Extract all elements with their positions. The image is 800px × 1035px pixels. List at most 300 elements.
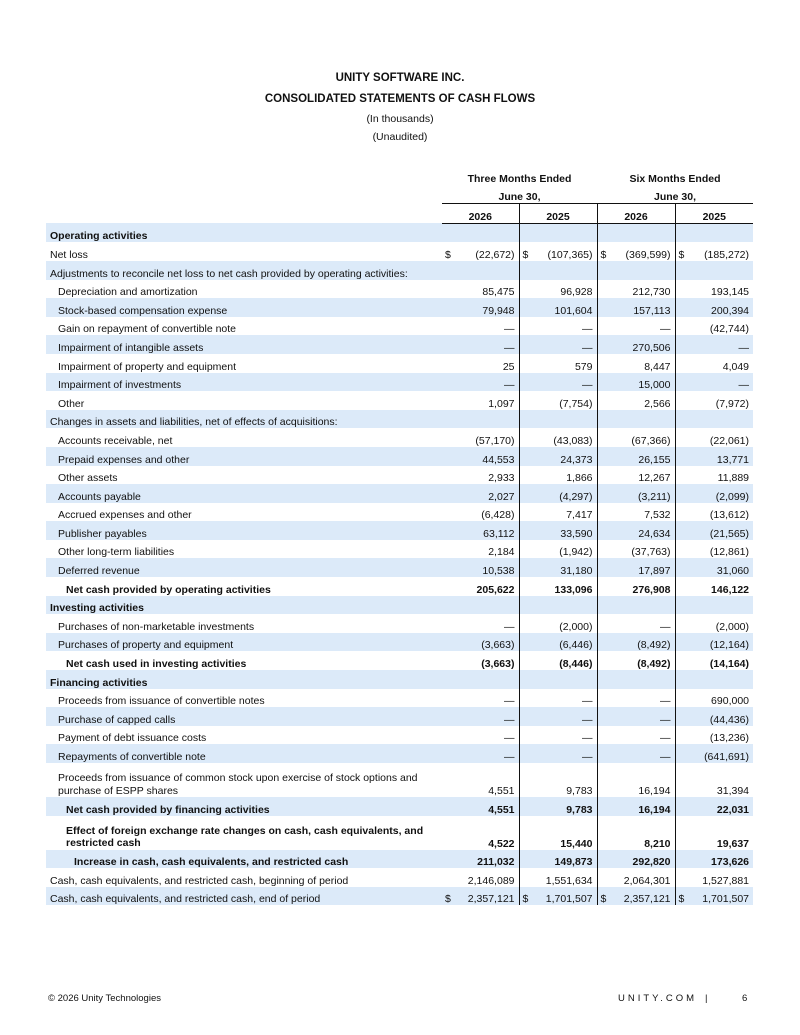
- cell-value: [519, 726, 597, 745]
- year-header: 2025: [675, 204, 753, 224]
- cell-value: [597, 428, 675, 447]
- row-label: Changes in assets and liabilities, net of effects of acquisitions:: [46, 410, 442, 429]
- value-text: (185,272): [704, 248, 750, 261]
- cell-value: [519, 484, 597, 503]
- value-text: (7,754): [559, 397, 593, 410]
- table-row: [46, 596, 753, 615]
- cell-value: [675, 280, 753, 299]
- value-text: (12,164): [709, 639, 750, 652]
- value-text: 31,060: [716, 565, 750, 578]
- cell-value: [519, 868, 597, 887]
- row-label: Deferred revenue: [46, 558, 442, 577]
- table-row: [46, 298, 753, 317]
- cell-value: [519, 670, 597, 689]
- currency-symbol: $: [678, 893, 685, 906]
- cell-value: [597, 484, 675, 503]
- value-text: —: [660, 620, 671, 633]
- cell-value: [519, 447, 597, 466]
- value-text: (8,492): [637, 639, 671, 652]
- statement-title: CONSOLIDATED STATEMENTS OF CASH FLOWS: [264, 93, 536, 105]
- value-text: —: [660, 323, 671, 336]
- cell-value: [442, 410, 519, 429]
- value-text: 16,194: [638, 785, 671, 797]
- cell-value: [597, 280, 675, 299]
- value-text: 2,933: [488, 472, 515, 485]
- value-text: (44,436): [709, 713, 750, 726]
- value-text: (2,000): [559, 620, 593, 633]
- value-text: (13,612): [709, 509, 750, 522]
- row-label: Stock-based compensation expense: [46, 298, 442, 317]
- copyright-text: © 2026 Unity Technologies: [48, 993, 161, 1004]
- cell-value: [597, 596, 675, 615]
- cell-value: [675, 670, 753, 689]
- cell-value: [519, 816, 597, 850]
- value-text: —: [660, 695, 671, 708]
- value-text: 10,538: [482, 565, 515, 578]
- table-row: [46, 223, 753, 242]
- cell-value: [675, 521, 753, 540]
- cell-value: [675, 707, 753, 726]
- cell-value: [675, 484, 753, 503]
- value-text: 79,948: [482, 304, 515, 317]
- value-text: 7,417: [566, 509, 593, 522]
- value-text: 2,357,121: [623, 893, 671, 906]
- cell-value: [442, 373, 519, 392]
- cell-value: [442, 850, 519, 869]
- cell-value: [597, 317, 675, 336]
- cell-value: [442, 707, 519, 726]
- row-label: Accounts receivable, net: [58, 434, 173, 447]
- value-text: 31,394: [716, 785, 750, 797]
- value-text: 7,532: [644, 509, 671, 522]
- cell-value: [597, 261, 675, 280]
- row-label: Impairment of property and equipment: [58, 360, 237, 373]
- value-text: 1,866: [566, 472, 593, 485]
- value-text: 1,097: [488, 397, 515, 410]
- cell-value: [597, 670, 675, 689]
- cell-value: [442, 466, 519, 485]
- units-note: (In thousands): [366, 113, 434, 125]
- cell-value: [519, 410, 597, 429]
- cell-value: [675, 242, 753, 261]
- cell-value: [442, 261, 519, 280]
- cell-value: [442, 689, 519, 708]
- row-label: Operating activities: [46, 223, 442, 242]
- cell-value: [597, 447, 675, 466]
- cell-value: [442, 280, 519, 299]
- table-row: [46, 797, 753, 816]
- value-text: (641,691): [704, 751, 750, 763]
- cell-value: [519, 707, 597, 726]
- value-text: (14,164): [709, 658, 750, 671]
- cell-value: [442, 447, 519, 466]
- value-text: (6,446): [559, 639, 593, 652]
- cell-value: [519, 577, 597, 596]
- value-text: 2,027: [488, 490, 515, 503]
- value-text: 44,553: [482, 453, 515, 466]
- table-row: [46, 280, 753, 299]
- cell-value: [519, 887, 597, 906]
- cell-value: [597, 850, 675, 869]
- site-link[interactable]: UNITY.COM: [618, 993, 698, 1004]
- table-row: [46, 503, 753, 522]
- row-label: Purchases of property and equipment: [46, 633, 442, 652]
- cell-value: [442, 726, 519, 745]
- row-label: Net cash provided by financing activities: [46, 797, 442, 816]
- value-text: 15,000: [638, 379, 671, 392]
- cell-value: [597, 558, 675, 577]
- table-row: [46, 707, 753, 726]
- cell-value: [597, 744, 675, 763]
- cell-value: [519, 223, 597, 242]
- value-text: (3,663): [481, 658, 515, 671]
- cell-value: [442, 577, 519, 596]
- cell-value: [597, 335, 675, 354]
- value-text: 292,820: [632, 856, 671, 869]
- value-text: 2,184: [488, 546, 515, 559]
- row-label: Effect of foreign exchange rate changes on cash, cash equivalents, and restricted cash: [66, 824, 424, 850]
- currency-symbol: $: [445, 893, 451, 906]
- table-row: [46, 868, 753, 887]
- six-months-header: Six Months Ended: [629, 172, 721, 185]
- value-text: (21,565): [709, 527, 750, 540]
- row-label: Payment of debt issuance costs: [58, 732, 207, 745]
- cell-value: [519, 280, 597, 299]
- row-label: Accounts payable: [46, 484, 442, 503]
- value-text: —: [582, 323, 593, 336]
- value-text: —: [660, 732, 671, 745]
- table-row: [46, 887, 753, 906]
- row-label: Purchase of capped calls: [46, 707, 442, 726]
- value-text: —: [738, 379, 750, 392]
- cell-value: [675, 763, 753, 797]
- cell-value: [519, 261, 597, 280]
- cell-value: [675, 797, 753, 816]
- table-row: [46, 577, 753, 596]
- cell-value: [442, 816, 519, 850]
- cell-value: [519, 614, 597, 633]
- cell-value: [597, 373, 675, 392]
- cell-value: [675, 558, 753, 577]
- table-row: [46, 633, 753, 652]
- value-text: 149,873: [554, 856, 593, 869]
- cell-value: [442, 651, 519, 670]
- cell-value: [675, 596, 753, 615]
- currency-symbol: $: [678, 248, 685, 261]
- value-text: 157,113: [633, 304, 671, 317]
- cell-value: [442, 887, 519, 906]
- value-text: 24,373: [560, 453, 593, 466]
- cell-value: [597, 797, 675, 816]
- value-text: —: [504, 695, 515, 708]
- period-group-row: [46, 166, 753, 185]
- cell-value: [675, 633, 753, 652]
- cell-value: [442, 521, 519, 540]
- value-text: 200,394: [711, 304, 750, 317]
- value-text: (1,942): [559, 546, 593, 559]
- cell-value: [519, 242, 597, 261]
- cell-value: [519, 298, 597, 317]
- cell-value: [519, 744, 597, 763]
- value-text: (2,099): [715, 490, 750, 503]
- value-text: (6,428): [481, 509, 515, 522]
- cell-value: [675, 447, 753, 466]
- row-label: Net cash used in investing activities: [66, 658, 247, 671]
- year-header: 2026: [442, 204, 519, 224]
- cash-flow-table: [46, 166, 753, 905]
- cell-value: [519, 651, 597, 670]
- table-row: [46, 763, 753, 797]
- table-row: [46, 670, 753, 689]
- cell-value: [519, 850, 597, 869]
- cell-value: [675, 428, 753, 447]
- cell-value: [442, 242, 519, 261]
- row-label: Impairment of investments: [46, 373, 442, 392]
- cell-value: [675, 689, 753, 708]
- value-text: —: [582, 379, 593, 392]
- value-text: —: [582, 732, 593, 745]
- value-text: 212,730: [632, 286, 671, 299]
- cell-value: [442, 540, 519, 559]
- cell-value: [442, 391, 519, 410]
- value-text: —: [582, 713, 593, 726]
- cell-value: [442, 335, 519, 354]
- value-text: —: [582, 341, 593, 354]
- value-text: —: [582, 695, 593, 708]
- cell-value: [675, 466, 753, 485]
- value-text: (37,763): [631, 546, 671, 559]
- cell-value: [519, 391, 597, 410]
- cell-value: [442, 797, 519, 816]
- row-label: Repayments of convertible note: [46, 744, 442, 763]
- cell-value: [597, 298, 675, 317]
- currency-symbol: $: [522, 248, 529, 261]
- cell-value: [675, 503, 753, 522]
- value-text: (12,861): [709, 546, 750, 559]
- table-row: [46, 354, 753, 373]
- row-label: Other long-term liabilities: [58, 546, 175, 559]
- cell-value: [597, 391, 675, 410]
- cell-value: [597, 868, 675, 887]
- row-label: Cash, cash equivalents, and restricted cash, beginning of period: [50, 874, 349, 887]
- value-text: —: [504, 341, 515, 354]
- row-label: Proceeds from issuance of common stock upon exercise of stock options and purchase of ESPP shares: [58, 772, 418, 797]
- table-row: [46, 242, 753, 261]
- value-text: 9,783: [566, 803, 593, 816]
- cell-value: [675, 816, 753, 850]
- currency-symbol: $: [600, 248, 607, 261]
- cell-value: [519, 558, 597, 577]
- value-text: —: [660, 751, 671, 763]
- cell-value: [675, 298, 753, 317]
- value-text: —: [504, 751, 515, 763]
- cell-value: [675, 651, 753, 670]
- cell-value: [442, 633, 519, 652]
- company-name: UNITY SOFTWARE INC.: [335, 72, 465, 84]
- cell-value: [597, 410, 675, 429]
- cell-value: [597, 577, 675, 596]
- cell-value: [597, 540, 675, 559]
- table-row: [46, 614, 753, 633]
- value-text: 1,701,507: [702, 893, 750, 906]
- cell-value: [597, 707, 675, 726]
- cell-value: [675, 726, 753, 745]
- row-label: Publisher payables: [46, 521, 442, 540]
- value-text: 133,096: [554, 583, 593, 596]
- value-text: 276,908: [632, 583, 671, 596]
- cell-value: [519, 521, 597, 540]
- value-text: 8,447: [644, 360, 671, 373]
- value-text: —: [738, 341, 750, 354]
- currency-symbol: $: [522, 893, 529, 906]
- value-text: —: [504, 620, 515, 633]
- row-label: Depreciation and amortization: [58, 286, 198, 299]
- value-text: 15,440: [560, 837, 593, 850]
- cell-value: [442, 614, 519, 633]
- value-text: 33,590: [560, 527, 593, 540]
- cell-value: [675, 577, 753, 596]
- cell-value: [597, 242, 675, 261]
- value-text: 1,527,881: [702, 874, 750, 887]
- table-row: [46, 261, 753, 280]
- cell-value: [519, 797, 597, 816]
- cell-value: [519, 503, 597, 522]
- table-row: [46, 373, 753, 392]
- cell-value: [675, 223, 753, 242]
- cell-value: [519, 335, 597, 354]
- value-text: (13,236): [709, 732, 750, 745]
- cell-value: [675, 410, 753, 429]
- row-label: Investing activities: [46, 596, 442, 615]
- cell-value: [675, 850, 753, 869]
- cell-value: [442, 670, 519, 689]
- value-text: 2,146,089: [467, 874, 515, 887]
- cell-value: [519, 317, 597, 336]
- cell-value: [675, 335, 753, 354]
- cell-value: [675, 614, 753, 633]
- value-text: 26,155: [638, 453, 671, 466]
- value-text: 193,145: [711, 286, 750, 299]
- row-label: Adjustments to reconcile net loss to net cash provided by operating activities:: [46, 261, 442, 280]
- value-text: 12,267: [638, 472, 671, 485]
- cell-value: [675, 261, 753, 280]
- value-text: 4,551: [488, 785, 515, 797]
- value-text: 11,889: [717, 472, 750, 485]
- cell-value: [597, 887, 675, 906]
- value-text: (107,365): [547, 248, 593, 261]
- table-row: [46, 540, 753, 559]
- value-text: (369,599): [625, 248, 671, 261]
- cell-value: [597, 689, 675, 708]
- value-text: 2,357,121: [467, 893, 515, 906]
- value-text: 24,634: [638, 527, 671, 540]
- value-text: (67,366): [631, 434, 671, 447]
- value-text: (8,446): [559, 658, 593, 671]
- currency-symbol: $: [445, 248, 451, 261]
- value-text: 1,551,634: [545, 874, 593, 887]
- value-text: —: [504, 713, 515, 726]
- cell-value: [675, 887, 753, 906]
- table-row: [46, 558, 753, 577]
- cell-value: [675, 373, 753, 392]
- cell-value: [675, 317, 753, 336]
- row-label: Proceeds from issuance of convertible notes: [58, 695, 265, 708]
- value-text: 96,928: [560, 286, 593, 299]
- cell-value: [597, 633, 675, 652]
- table-row: [46, 391, 753, 410]
- cell-value: [675, 540, 753, 559]
- row-label: Prepaid expenses and other: [46, 447, 442, 466]
- cell-value: [519, 354, 597, 373]
- value-text: 17,897: [638, 565, 671, 578]
- value-text: 1,701,507: [545, 893, 593, 906]
- value-text: (22,061): [709, 434, 750, 447]
- cell-value: [597, 521, 675, 540]
- cell-value: [519, 428, 597, 447]
- value-text: 8,210: [644, 837, 671, 850]
- value-text: 579: [574, 360, 593, 373]
- table-row: [46, 816, 753, 850]
- table-row: [46, 484, 753, 503]
- row-label: Cash, cash equivalents, and restricted cash, end of period: [46, 887, 442, 906]
- row-label: Purchases of non-marketable investments: [58, 620, 255, 633]
- cell-value: [675, 354, 753, 373]
- currency-symbol: $: [600, 893, 607, 906]
- cell-value: [442, 317, 519, 336]
- value-text: 9,783: [566, 785, 593, 797]
- value-text: (42,744): [709, 323, 750, 336]
- value-text: (57,170): [475, 434, 515, 447]
- cell-value: [519, 689, 597, 708]
- value-text: 173,626: [711, 856, 750, 869]
- table-row: [46, 410, 753, 429]
- year-header: 2026: [597, 204, 675, 224]
- cell-value: [442, 484, 519, 503]
- page-number: 6: [742, 993, 748, 1004]
- value-text: —: [504, 732, 515, 745]
- value-text: (3,663): [481, 639, 515, 652]
- value-text: (8,492): [637, 658, 671, 671]
- six-months-date: June 30,: [653, 191, 697, 204]
- table-row: [46, 428, 753, 447]
- value-text: 101,604: [554, 304, 593, 317]
- cell-value: [675, 868, 753, 887]
- cell-value: [597, 726, 675, 745]
- value-text: 22,031: [716, 803, 750, 816]
- row-label: Net cash provided by operating activities: [66, 583, 271, 596]
- cell-value: [442, 354, 519, 373]
- cell-value: [519, 373, 597, 392]
- value-text: (2,000): [715, 620, 750, 633]
- table-row: [46, 466, 753, 485]
- value-text: 4,551: [488, 803, 515, 816]
- cell-value: [675, 744, 753, 763]
- value-text: 13,771: [716, 453, 750, 466]
- table-row: [46, 521, 753, 540]
- cell-value: [442, 223, 519, 242]
- row-label: Accrued expenses and other: [58, 509, 192, 522]
- period-date-row: [46, 185, 753, 204]
- value-text: (7,972): [715, 397, 750, 410]
- value-text: (43,083): [553, 434, 593, 447]
- value-text: 690,000: [711, 695, 750, 708]
- row-label: Other: [58, 397, 85, 410]
- row-label: Increase in cash, cash equivalents, and restricted cash: [46, 850, 442, 869]
- cell-value: [597, 614, 675, 633]
- cell-value: [519, 596, 597, 615]
- table-row: [46, 447, 753, 466]
- cell-value: [442, 558, 519, 577]
